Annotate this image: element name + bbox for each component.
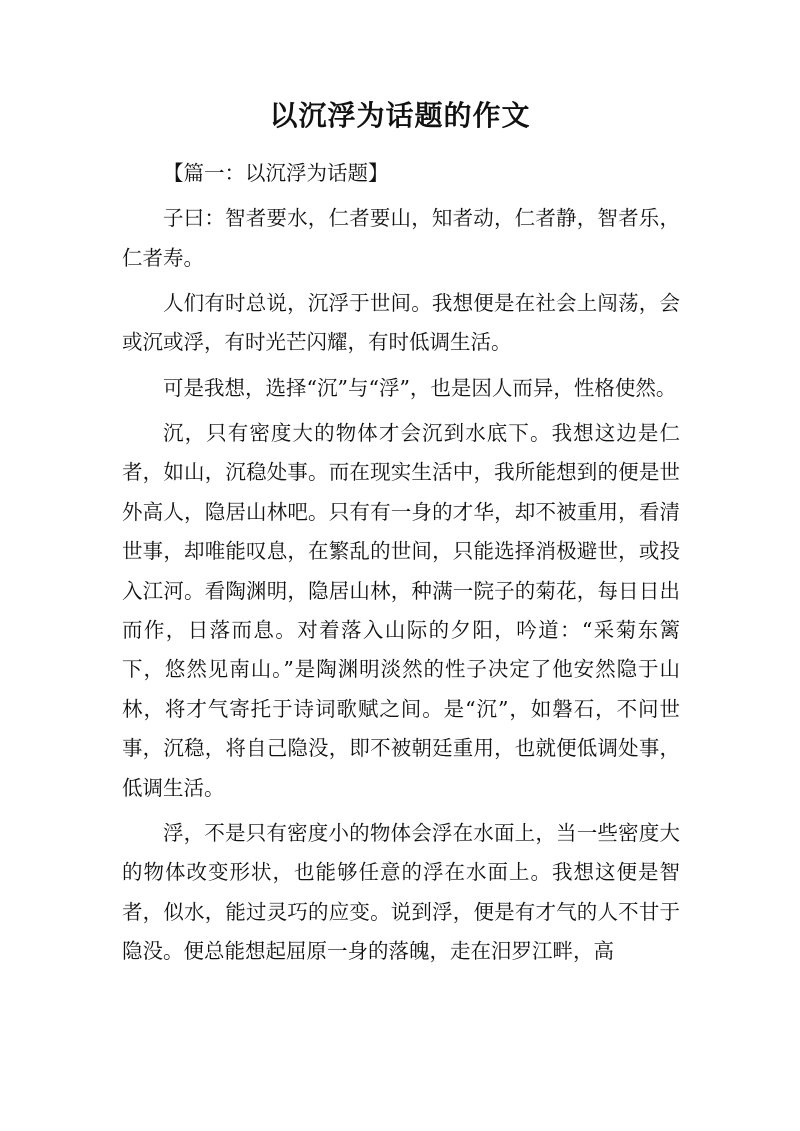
paragraph: 沉，只有密度大的物体才会沉到水底下。我想这边是仁者，如山，沉稳处事。而在现实生活中，我所能想到的便是世外高人，隐居山林吧。只有有一身的才华，却不被重用，看清世事，却唯能叹息，在繁乱的世间，只能选择消极避世，或投入江河。看陶渊明，隐居山林，种满一院子的菊花，每日日出而作，日落而息。对着落入山际的夕阳，吟道：“采菊东篱下，悠然见南山。”是陶渊明淡然的性子决定了他安然隐于山林，将才气寄托于诗词歌赋之间。是“沉”，如磐石，不问世事，沉稳，将自己隐没，即不被朝廷重用，也就便低调处事，低调生活。 [122, 421, 680, 800]
paragraph: 浮，不是只有密度小的物体会浮在水面上，当一些密度大的物体改变形状，也能够任意的浮在水面上。我想这便是智者，似水，能过灵巧的应变。说到浮，便是有才气的人不甘于隐没。便总能想起屈原一身的落魄，走在汨罗江畔，高 [122, 820, 680, 964]
section-heading: 【篇一：以沉浮为话题】 [163, 161, 389, 185]
paragraph: 可是我想，选择“沉”与“浮”，也是因人而异，性格使然。 [163, 375, 677, 400]
paragraph: 人们有时总说，沉浮于世间。我想便是在社会上闯荡，会或沉或浮，有时光芒闪耀，有时低调生活。 [122, 291, 680, 355]
document-body [122, 154, 680, 977]
paragraph: 子曰：智者要水，仁者要山，知者动，仁者静，智者乐，仁者寿。 [122, 206, 680, 270]
document-title: 以沉浮为话题的作文 [269, 99, 531, 132]
